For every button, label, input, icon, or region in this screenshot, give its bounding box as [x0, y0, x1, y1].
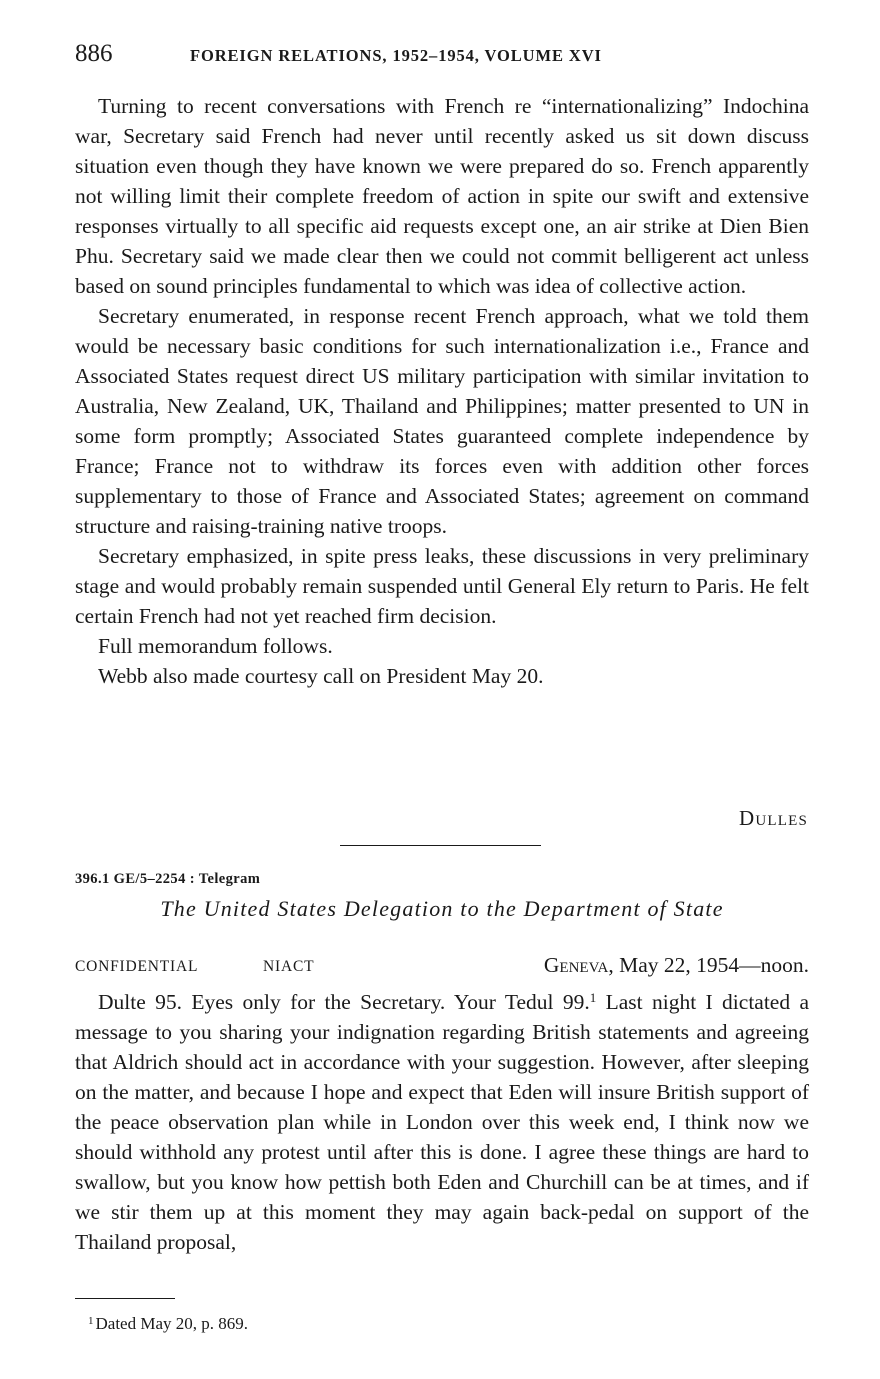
- section-divider: [340, 845, 541, 846]
- document-heading: The United States Delegation to the Department of State: [160, 896, 724, 921]
- footnote: [88, 1314, 248, 1334]
- paragraph: Full memorandum follows.: [98, 634, 333, 658]
- footnote-marker: 1: [88, 1315, 94, 1327]
- signature: Dulles: [738, 806, 808, 830]
- footnote-rule: [75, 1298, 175, 1299]
- running-title: FOREIGN RELATIONS, 1952–1954, VOLUME XVI: [190, 46, 602, 65]
- paragraph: [75, 983, 809, 1257]
- classification-label: CONFIDENTIAL: [75, 958, 199, 975]
- footnote-reference[interactable]: 1: [589, 990, 597, 1005]
- paragraph-rest: Last night I dictated a message to you sharing your indignation regarding British statements and agreeing that Aldrich should act in accordance with your suggestion. However, after sleeping on the matter, and because I hope and expect that Eden will insure British support of the peace observation plan while in London over this week end, I think now we should withhold any protest until after this is done. I agree these things are hard to swallow, but you know how pettish both Eden and Churchill can be at times, and if we stir them up at this moment they may again back-pedal on support of the Thailand proposal,: [75, 990, 810, 1254]
- paragraph: Secretary enumerated, in response recent French approach, what we told them would be necessary basic conditions for such internationalization i.e., France and Associated States request direct US military participation with similar invitation to Australia, New Zealand, UK, Thailand and Philippines; matter presented to UN in some form promptly; Associated States guaranteed complete independence by France; France not to withdraw its forces even with addition other forces supplementary to those of France and Associated States; agreement on command structure and raising-training native troops.: [75, 304, 809, 538]
- paragraph: Secretary emphasized, in spite press leaks, these discussions in very preliminary stage and would probably remain suspended until General Ely return to Paris. He felt certain French had not yet reached firm decision.: [75, 544, 809, 628]
- file-reference: 396.1 GE/5–2254 : Telegram: [75, 871, 261, 887]
- paragraph: Turning to recent conversations with French re “internationalizing” Indochina war, Secretary said French had never until recently asked us sit down discuss situation even though they have known we were prepared do so. French apparently not willing limit their complete freedom of action in spite our swift and extensive responses virtually to all specific aid requests except one, an air strike at Dien Bien Phu. Secretary said we made clear then we could not commit belligerent act unless based on sound principles fundamental to which was idea of collective action.: [75, 94, 809, 298]
- running-head: [75, 40, 810, 74]
- paragraph-start: Dulte 95. Eyes only for the Secretary. Your Tedul 99.: [98, 990, 590, 1014]
- place: Geneva: [543, 953, 609, 977]
- date-time: , May 22, 1954—noon.: [608, 953, 809, 977]
- dateline: [75, 953, 809, 983]
- place-and-date: [544, 953, 809, 978]
- footnote-text: Dated May 20, p. 869.: [95, 1314, 249, 1333]
- page-number: 886: [75, 40, 113, 67]
- previous-document-text: [75, 91, 809, 691]
- precedence-label: NIACT: [263, 958, 315, 975]
- paragraph: Webb also made courtesy call on President May 20.: [98, 664, 544, 688]
- telegram-text: [75, 983, 809, 1257]
